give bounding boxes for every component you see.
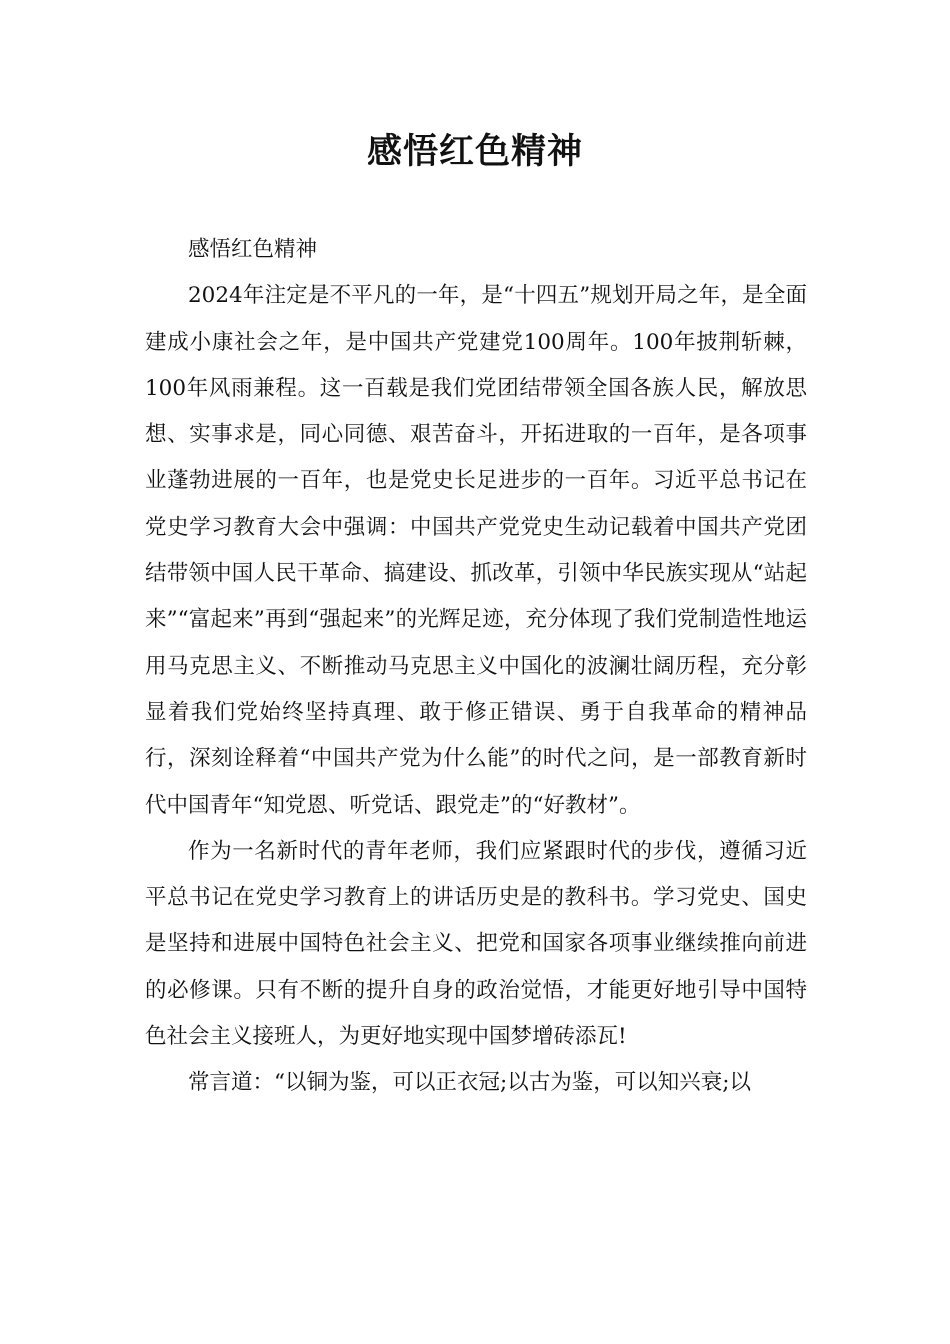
paragraph-intro: 2024年注定是不平凡的一年，是“十四五”规划开局之年，是全面建成小康社会之年，是中国共产党建党100周年。100年披荆斩棘，100年风雨兼程。这一百载是我们党团结带领全国各族人民，解放思想、实事求是，同心同德、艰苦奋斗，开拓进取的一百年，是各项事业蓬勃进展的一百年，也是党史长足进步的一百年。习近平总书记在党史学习教育大会中强调：中国共产党党史生动记载着中国共产党团结带领中国人民干革命、搞建设、抓改革，引领中华民族实现从“站起来”“富起来”再到“强起来”的光辉足迹，充分体现了我们党制造性地运用马克思主义、不断推动马克思主义中国化的波澜壮阔历程，充分彰显着我们党始终坚持真理、敢于修正错误、勇于自我革命的精神品行，深刻诠释着“中国共产党为什么能”的时代之问，是一部教育新时代中国青年“知党恩、听党话、跟党走”的“好教材”。 [145,283,807,818]
paragraph-subtitle: 感悟红色精神 [188,237,318,262]
paragraph-teacher: 作为一名新时代的青年老师，我们应紧跟时代的步伐，遵循习近平总书记在党史学习教育上的讲话历史是的教科书。学习党史、国史是坚持和进展中国特色社会主义、把党和国家各项事业继续推向前进的必修课。只有不断的提升自身的政治觉悟，才能更好地引导中国特色社会主义接班人，为更好地实现中国梦增砖添瓦! [145,838,807,1050]
document-body [145,227,807,1107]
document-title: 感悟红色精神 [366,132,583,172]
paragraph-saying: 常言道：“以铜为鉴，可以正衣冠;以古为鉴，可以知兴衰;以 [188,1070,751,1096]
